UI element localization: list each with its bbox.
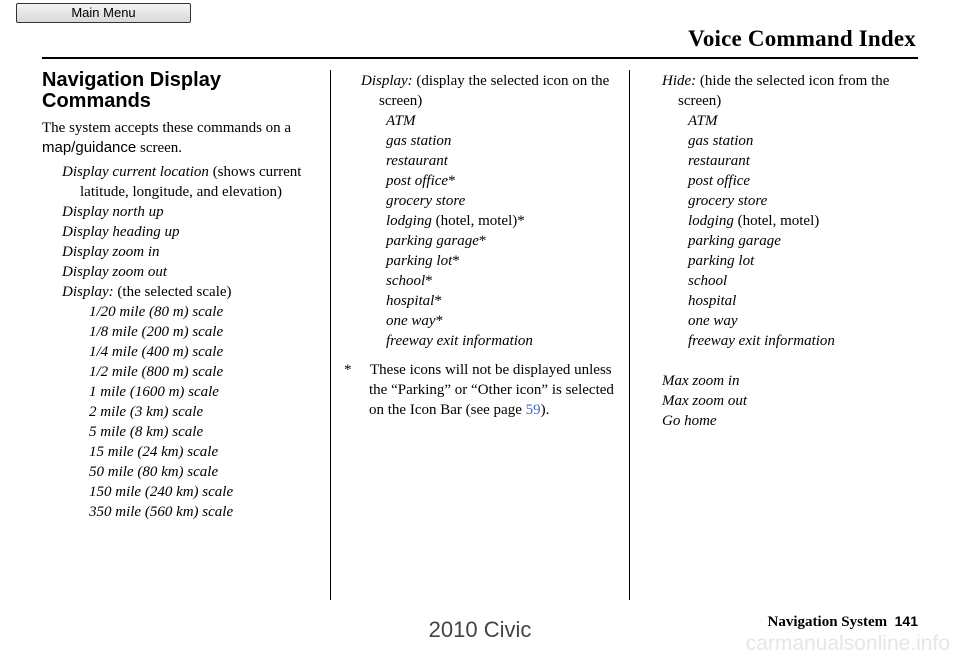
icon-item: school: [688, 273, 728, 289]
hide-icon-list: [662, 111, 927, 351]
icon-item: ATM: [688, 113, 718, 129]
section-heading: Navigation Display Commands: [42, 69, 221, 112]
scale-item: 2 mile (3 km) scale: [89, 404, 204, 420]
scale-item: 150 mile (240 km) scale: [89, 484, 234, 500]
command-hide-icon: Hide: (hide the selected icon from the screen): [662, 73, 890, 109]
icon-item: restaurant: [688, 153, 750, 169]
column-3: [662, 71, 927, 431]
scale-item: 1/20 mile (80 m) scale: [89, 304, 224, 320]
main-menu-button[interactable]: Main Menu: [16, 3, 191, 23]
scale-item: 1 mile (1600 m) scale: [89, 384, 219, 400]
footer-section: Navigation System: [767, 614, 888, 630]
column-2: [343, 71, 623, 420]
icon-item: gas station: [386, 133, 452, 149]
map-guidance-term: map/guidance: [42, 139, 137, 156]
scale-item: 5 mile (8 km) scale: [89, 424, 204, 440]
icon-item: freeway exit information: [386, 333, 533, 349]
command-item: Max zoom in: [662, 373, 740, 389]
column-divider-1: [330, 70, 331, 600]
command-item: Display zoom in: [62, 244, 160, 260]
command-item: Max zoom out: [662, 393, 747, 409]
page-title: Voice Command Index: [688, 26, 916, 51]
scale-item: 1/8 mile (200 m) scale: [89, 324, 224, 340]
command-item: Display north up: [62, 204, 164, 220]
icon-item: ATM: [386, 113, 416, 129]
icon-item: grocery store: [688, 193, 768, 209]
intro-text: The system accepts these commands on a map/guidance screen.: [42, 120, 292, 156]
scale-item: 1/2 mile (800 m) scale: [89, 364, 224, 380]
icon-item: hospital: [688, 293, 737, 309]
scale-item: 1/4 mile (400 m) scale: [89, 344, 224, 360]
scale-item: 350 mile (560 km) scale: [89, 504, 234, 520]
page-link[interactable]: 59: [525, 402, 541, 418]
title-divider: [42, 57, 918, 59]
command-display-current-location: Display current location (shows current latitude, longitude, and elevation): [62, 164, 302, 200]
icon-item: one way: [688, 313, 738, 329]
command-item: Display zoom out: [62, 264, 167, 280]
site-watermark: carmanualsonline.info: [745, 632, 950, 655]
footnote: * These icons will not be displayed unless the “Parking” or “Other icon” is selected on the Icon Bar (see page 59).: [344, 362, 614, 418]
column-1: [42, 70, 322, 522]
icon-item: gas station: [688, 133, 754, 149]
footnote-star: *: [344, 362, 352, 378]
icon-item: school*: [386, 273, 433, 289]
icon-item: hospital*: [386, 293, 442, 309]
icon-item: freeway exit information: [688, 333, 835, 349]
icon-item: parking garage: [688, 233, 781, 249]
command-item: Display heading up: [62, 224, 180, 240]
icon-item: restaurant: [386, 153, 448, 169]
command-display-icon: Display: (display the selected icon on the screen): [361, 73, 610, 109]
icon-item: parking lot: [688, 253, 755, 269]
command-item: Go home: [662, 413, 717, 429]
icon-item: grocery store: [386, 193, 466, 209]
scale-item: 50 mile (80 km) scale: [89, 464, 219, 480]
icon-item: one way*: [386, 313, 444, 329]
icon-item: parking lot*: [386, 253, 460, 269]
icon-item: parking garage*: [386, 233, 487, 249]
icon-item: post office*: [386, 173, 456, 189]
icon-item: lodging (hotel, motel): [688, 213, 820, 229]
command-display-scale: Display: (the selected scale): [62, 284, 232, 300]
scale-item: 15 mile (24 km) scale: [89, 444, 219, 460]
model-watermark: 2010 Civic: [428, 617, 532, 642]
icon-item: lodging (hotel, motel)*: [386, 213, 525, 229]
column-divider-2: [629, 70, 630, 600]
page-number: 141: [894, 613, 918, 629]
icon-item: post office: [688, 173, 751, 189]
display-icon-list: [343, 111, 623, 351]
